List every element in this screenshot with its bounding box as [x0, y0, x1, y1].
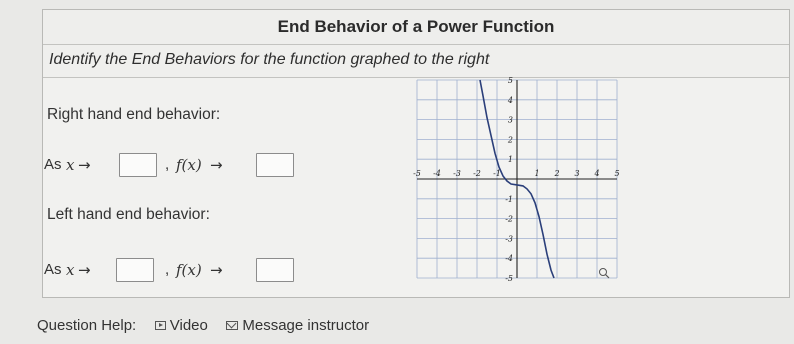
y-tick-label: -1 [505, 194, 513, 204]
x-tick-label: -3 [453, 169, 461, 178]
x-variable: x [66, 261, 75, 279]
page-title: End Behavior of a Power Function [277, 17, 555, 36]
f-of-x: f(x) [176, 156, 202, 174]
video-label: Video [169, 316, 208, 334]
y-tick-label: 5 [507, 76, 513, 85]
x-tick-label: -5 [413, 169, 421, 178]
x-tick-label: 4 [594, 169, 600, 178]
x-tick-label: -2 [473, 169, 481, 178]
question-help-bar [37, 316, 369, 334]
right-end-label: Right hand end behavior: [47, 106, 221, 123]
x-tick-label: 2 [554, 169, 560, 178]
video-link[interactable] [155, 316, 208, 334]
left-x-answer-input[interactable] [116, 258, 154, 282]
x-tick-label: 5 [614, 169, 620, 178]
title-bar [43, 10, 789, 45]
function-graph [405, 72, 625, 286]
x-tick-label: -4 [433, 169, 441, 178]
message-instructor-label: Message instructor [242, 316, 370, 334]
y-tick-label: 4 [507, 95, 513, 105]
x-tick-label: 1 [534, 169, 540, 178]
y-tick-label: -4 [505, 254, 513, 264]
mail-icon [226, 321, 238, 330]
y-tick-label: 3 [507, 115, 513, 125]
arrow-icon: → [78, 156, 91, 174]
right-end-answer-line [43, 152, 303, 178]
y-tick-label: -5 [505, 274, 513, 283]
comma: , [165, 261, 170, 278]
as-text: As [44, 156, 62, 173]
x-variable: x [66, 156, 75, 174]
arrow-icon: → [210, 156, 223, 174]
y-tick-label: 1 [507, 155, 513, 165]
right-fx-answer-input[interactable] [256, 153, 294, 177]
question-prompt: Identify the End Behaviors for the function graphed to the right [49, 51, 490, 68]
y-tick-label: 2 [507, 135, 513, 145]
y-tick-label: -2 [505, 214, 513, 224]
video-icon [155, 321, 166, 330]
left-end-answer-line [43, 257, 303, 283]
x-tick-label: -1 [493, 169, 501, 178]
left-fx-answer-input[interactable] [256, 258, 294, 282]
f-of-x: f(x) [176, 261, 202, 279]
right-x-answer-input[interactable] [119, 153, 157, 177]
arrow-icon: → [78, 261, 91, 279]
y-tick-label: -3 [505, 234, 513, 244]
question-help-label: Question Help: [37, 316, 137, 334]
arrow-icon: → [210, 261, 223, 279]
comma: , [165, 156, 170, 173]
as-text: As [44, 261, 62, 278]
message-instructor-link[interactable] [226, 316, 369, 334]
left-end-label: Left hand end behavior: [47, 206, 210, 223]
x-tick-label: 3 [574, 169, 580, 178]
